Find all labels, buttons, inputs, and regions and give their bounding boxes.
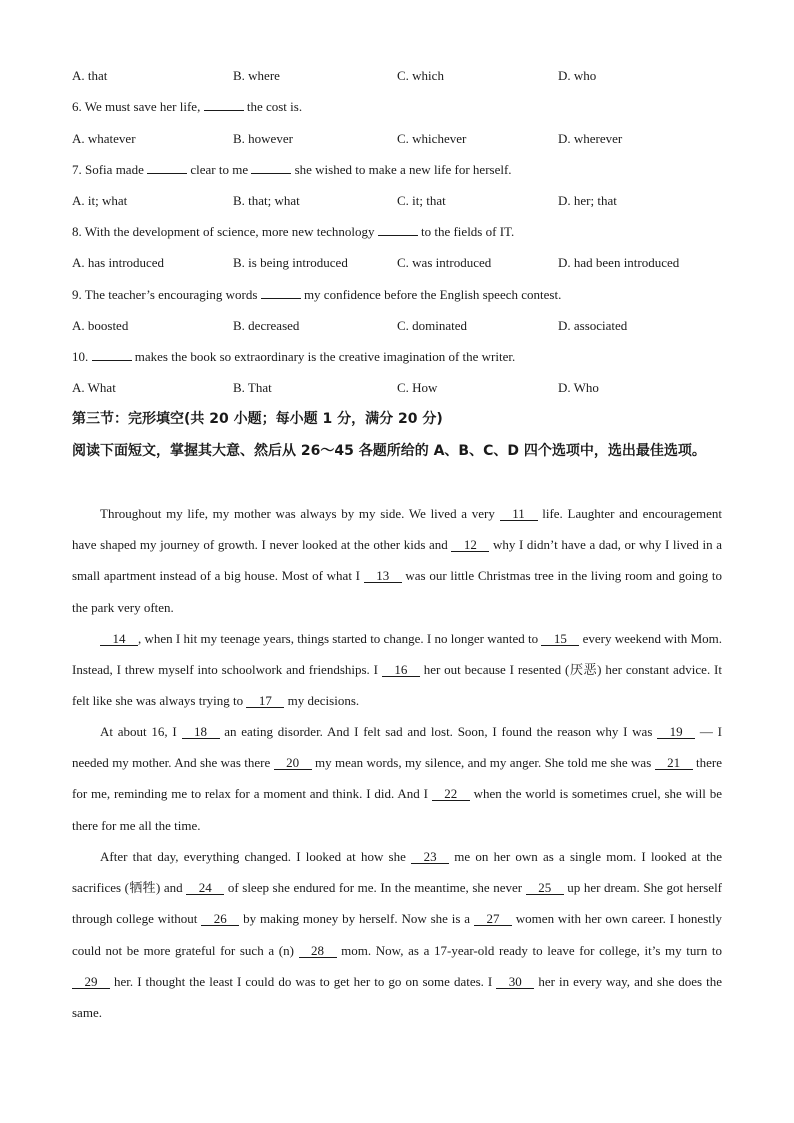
q7-option-c[interactable]: C. it; that <box>397 193 446 208</box>
passage-text: was our little Christmas tree in the living room and going to the park very often. <box>72 568 723 615</box>
q9-text-before: 9. The teacher’s encouraging words <box>72 287 261 302</box>
q6-option-d[interactable]: D. wherever <box>558 131 623 146</box>
q8-option-d[interactable]: D. had been introduced <box>558 255 680 270</box>
question-6 <box>72 98 722 116</box>
q10-blank <box>92 349 132 361</box>
passage-text: her out because I resented (厌恶) her constant advice. It felt like she was always trying to <box>72 662 722 709</box>
passage-text: — I needed my mother. And she was there <box>72 724 722 771</box>
q6-option-c[interactable]: C. whichever <box>397 131 467 146</box>
q9-blank <box>261 287 301 299</box>
q8-text-before: 8. With the development of science, more new technology <box>72 224 378 239</box>
passage-text: when the world is sometimes cruel, she will be there for me all the time. <box>72 786 722 833</box>
q8-text-after: to the fields of IT. <box>417 224 515 239</box>
blank-25[interactable]: 25 <box>526 881 564 895</box>
blank-22[interactable]: 22 <box>432 787 470 801</box>
passage-text: At about 16, I <box>100 724 182 739</box>
blank-27[interactable]: 27 <box>474 912 512 926</box>
blank-28[interactable]: 28 <box>299 944 337 958</box>
question-10 <box>72 348 722 366</box>
blank-13[interactable]: 13 <box>364 569 402 583</box>
q7-option-b[interactable]: B. that; what <box>233 193 300 208</box>
passage-text: of sleep she endured for me. In the meantime, she never <box>224 880 526 896</box>
question-7 <box>72 161 722 179</box>
passage-text: Throughout my life, my mother was always by my side. We lived a very <box>100 506 500 521</box>
blank-21[interactable]: 21 <box>655 756 693 770</box>
q6-text-before: 6. We must save her life, <box>72 99 204 114</box>
passage-text: life. Laughter and encouragement have shaped my journey of growth. I never looked at the other kids and <box>72 506 722 553</box>
passage-paragraph-3 <box>72 716 722 841</box>
blank-26[interactable]: 26 <box>201 912 239 926</box>
q7-options <box>72 192 722 210</box>
q7-option-a[interactable]: A. it; what <box>72 193 128 208</box>
q7-text-3: she wished to make a new life for herself. <box>291 162 512 177</box>
q9-option-c[interactable]: C. dominated <box>397 318 468 333</box>
passage-text: up her dream. She got herself through college without <box>72 880 723 927</box>
blank-24[interactable]: 24 <box>186 881 224 895</box>
q8-option-b[interactable]: B. is being introduced <box>233 255 348 270</box>
q5-option-b[interactable]: B. where <box>233 68 280 83</box>
q5-option-d[interactable]: D. who <box>558 68 597 83</box>
q5-option-a[interactable]: A. that <box>72 68 108 83</box>
passage-text: why I didn’t have a dad, or why I lived in a small apartment instead of a big house. Most of what I <box>72 537 722 584</box>
q6-option-a[interactable]: A. whatever <box>72 131 136 146</box>
blank-18[interactable]: 18 <box>182 725 220 739</box>
q7-blank-2 <box>251 162 291 174</box>
q6-text-after: the cost is. <box>243 99 303 114</box>
passage-paragraph-1 <box>72 498 722 623</box>
blank-16[interactable]: 16 <box>382 663 420 677</box>
q9-option-a[interactable]: A. boosted <box>72 318 129 333</box>
q9-option-b[interactable]: B. decreased <box>233 318 300 333</box>
passage-text: an eating disorder. And I felt sad and lost. Soon, I found the reason why I was <box>219 724 658 739</box>
q6-blank <box>204 99 244 111</box>
blank-11[interactable]: 11 <box>500 507 538 521</box>
blank-23[interactable]: 23 <box>411 850 449 864</box>
passage-paragraph-2 <box>72 623 722 717</box>
passage-paragraph-4 <box>72 841 722 1028</box>
q6-options <box>72 130 722 148</box>
passage-text: me on her own as a single mom. I looked at the sacrifices (牺牲) and <box>72 849 722 896</box>
q5-option-c[interactable]: C. which <box>397 68 444 83</box>
q9-text-after: my confidence before the English speech contest. <box>300 287 562 302</box>
q10-text-after: makes the book so extraordinary is the creative imagination of the writer. <box>131 349 516 364</box>
section-3-instruction: 阅读下面短文，掌握其大意、然后从 26～45 各题所给的 A、B、C、D 四个选项中，选出最佳选项。 <box>72 443 706 459</box>
blank-12[interactable]: 12 <box>451 538 489 552</box>
blank-19[interactable]: 19 <box>657 725 695 739</box>
section-3-title: 第三节：完形填空(共 20 小题；每小题 1 分，满分 20 分) <box>72 411 443 427</box>
q10-option-c[interactable]: C. How <box>397 380 438 395</box>
passage-text: there for me, reminding me to relax for a moment and think. I did. And I <box>72 755 723 802</box>
q7-blank-1 <box>147 162 187 174</box>
passage-text: by making money by herself. Now she is a <box>239 911 474 927</box>
q10-option-a[interactable]: A. What <box>72 380 116 395</box>
passage-text: every weekend with Mom. Instead, I threw myself into schoolwork and friendships. I <box>72 631 722 678</box>
q10-options <box>72 379 722 397</box>
q8-option-a[interactable]: A. has introduced <box>72 255 165 270</box>
q8-option-c[interactable]: C. was introduced <box>397 255 492 270</box>
passage-text: , when I hit my teenage years, things started to change. I no longer wanted to <box>138 631 542 646</box>
blank-30[interactable]: 30 <box>496 975 534 989</box>
q8-blank <box>378 224 418 236</box>
q10-option-d[interactable]: D. Who <box>558 380 599 395</box>
blank-29[interactable]: 29 <box>72 975 110 989</box>
passage-text: her. I thought the least I could do was to get her to go on some dates. I <box>110 973 497 989</box>
blank-17[interactable]: 17 <box>246 694 284 708</box>
question-9 <box>72 286 722 304</box>
blank-20[interactable]: 20 <box>274 756 312 770</box>
q6-option-b[interactable]: B. however <box>233 131 293 146</box>
passage-text: my decisions. <box>284 693 360 709</box>
passage-text: my mean words, my silence, and my anger. She told me she was <box>311 755 655 771</box>
passage-text: mom. Now, as a 17-year-old ready to leave for college, it’s my turn to <box>336 942 722 958</box>
q5-options <box>72 67 722 85</box>
q9-option-d[interactable]: D. associated <box>558 318 628 333</box>
passage-text: her in every way, and she does the same. <box>72 973 722 1021</box>
q8-options <box>72 254 722 272</box>
q9-options <box>72 317 722 335</box>
blank-14[interactable]: 14 <box>100 632 138 646</box>
q10-text-before: 10. <box>72 349 92 364</box>
q7-option-d[interactable]: D. her; that <box>558 193 617 208</box>
q7-text-1: 7. Sofia made <box>72 162 148 177</box>
blank-15[interactable]: 15 <box>541 632 579 646</box>
q7-text-2: clear to me <box>187 162 252 177</box>
question-8 <box>72 223 722 241</box>
q10-option-b[interactable]: B. That <box>233 380 272 395</box>
passage-text: After that day, everything changed. I looked at how she <box>100 849 412 864</box>
passage-text: women with her own career. I honestly could not be more grateful for such a (n) <box>72 911 722 958</box>
